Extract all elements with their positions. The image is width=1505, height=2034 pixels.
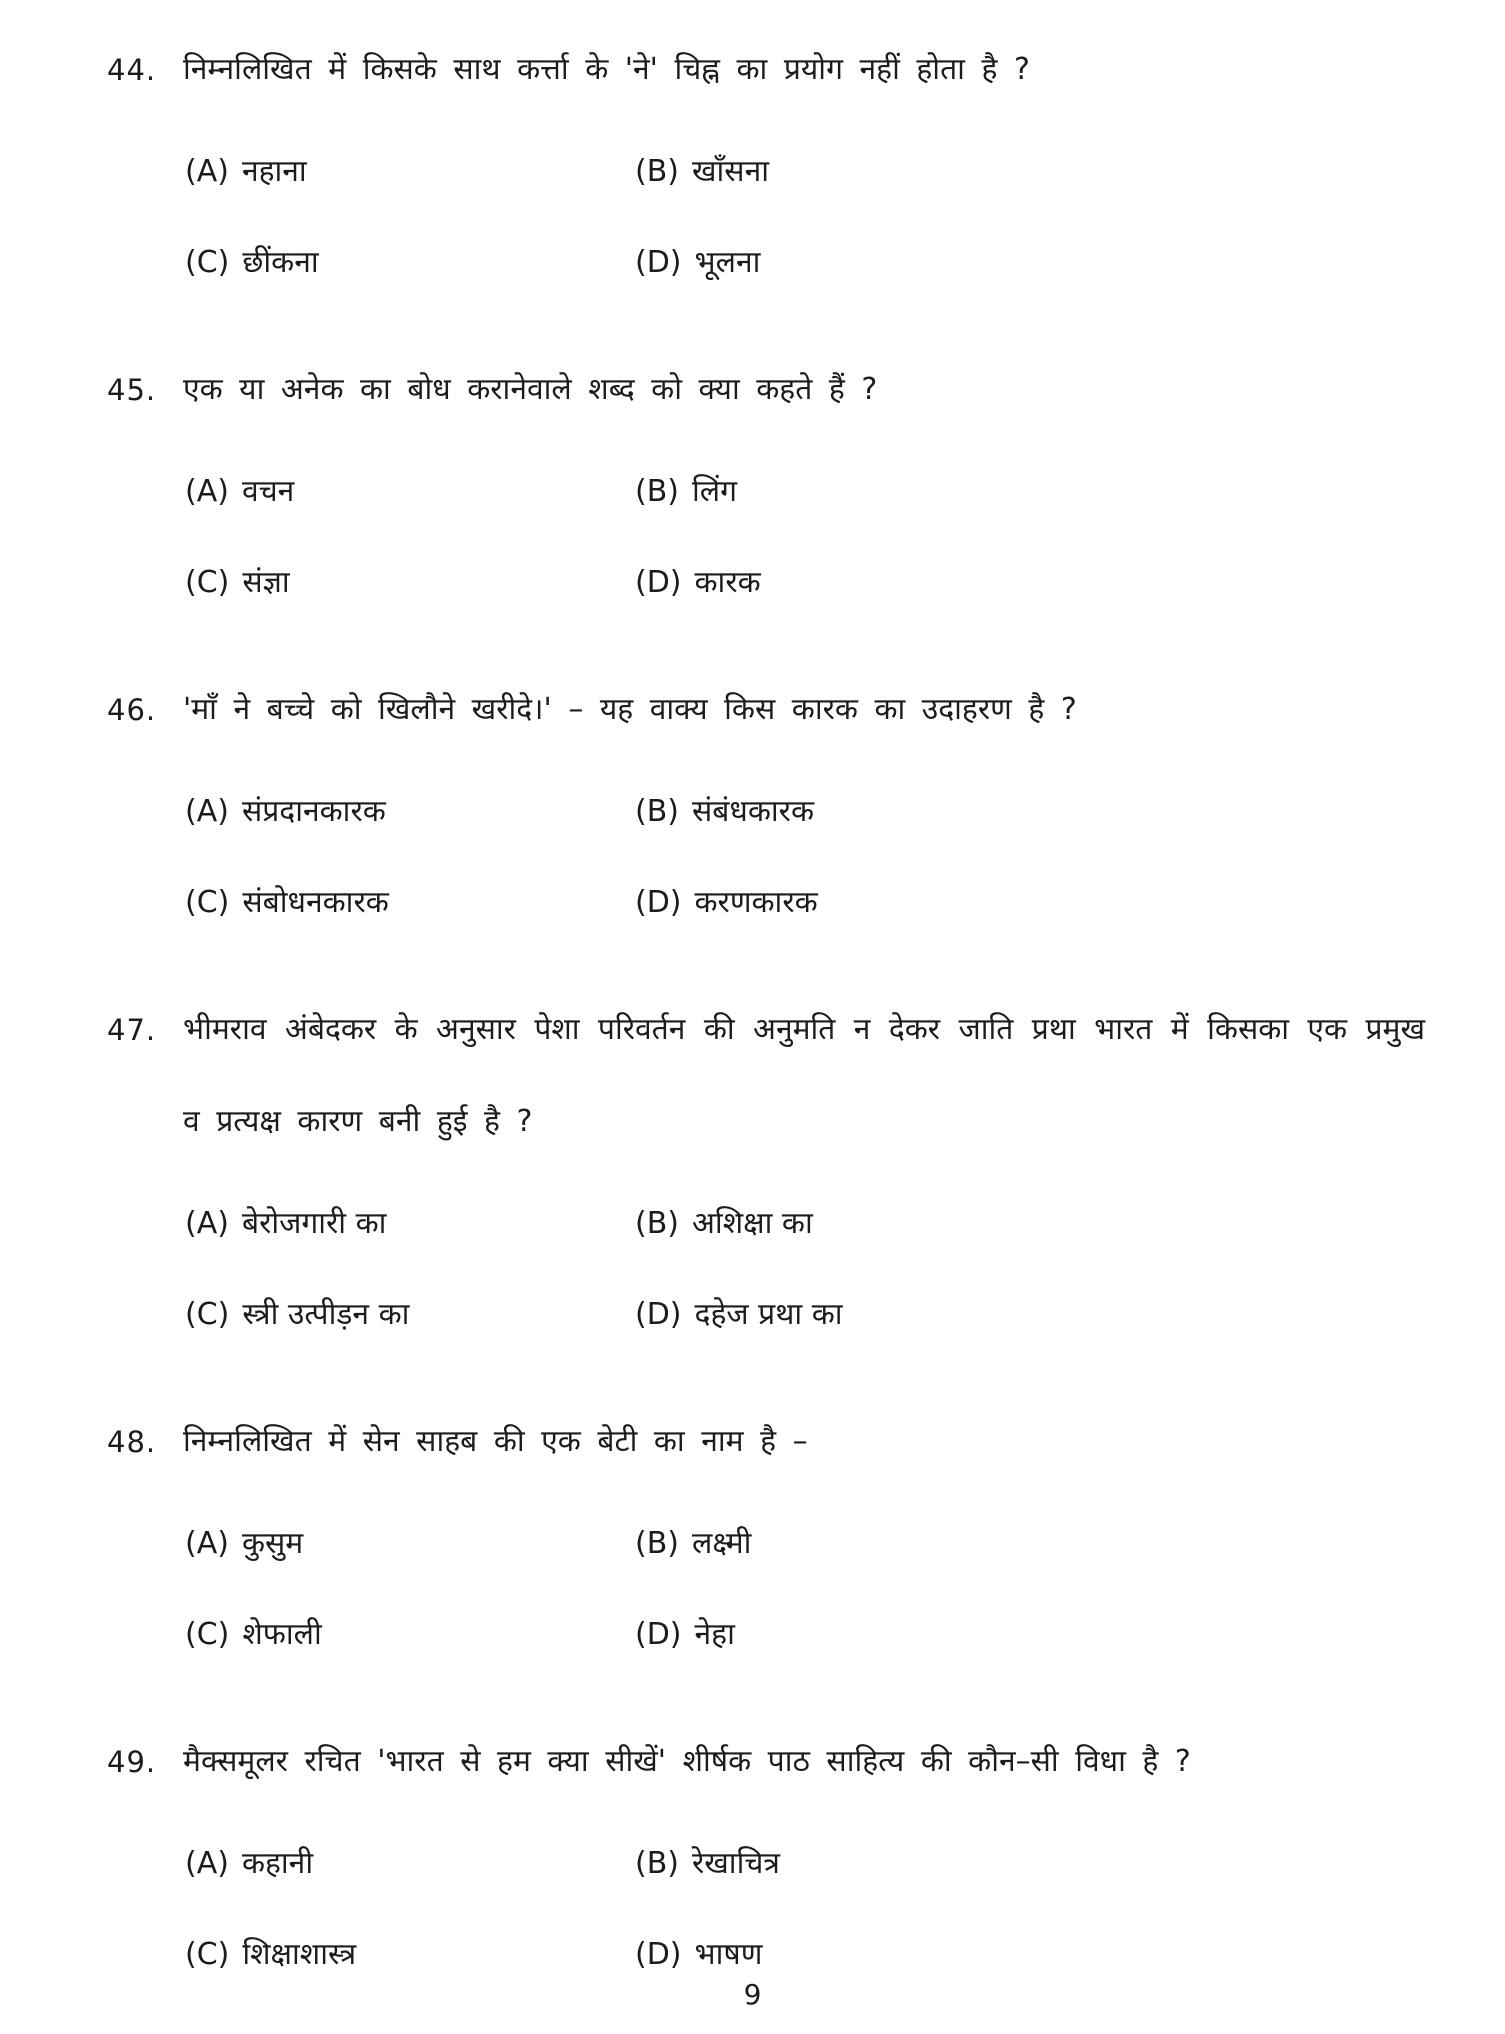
option-text: कुसुम <box>241 1526 304 1561</box>
question-number: 47. <box>107 1013 157 1047</box>
option-44-b <box>635 149 1425 190</box>
option-label: (A) <box>185 1526 229 1561</box>
option-text: भूलना <box>694 245 761 280</box>
page-number: 9 <box>743 1978 762 2011</box>
option-48-a <box>185 1521 635 1562</box>
option-text: लिंग <box>692 474 737 509</box>
option-text: वचन <box>241 474 295 509</box>
option-label: (D) <box>635 885 682 920</box>
question-text: एक या अनेक का बोध करानेवाले शब्द को क्या कहते हैं ? <box>183 372 878 407</box>
option-49-a <box>185 1841 635 1882</box>
question-number: 45. <box>107 373 157 407</box>
option-label: (D) <box>635 1617 682 1652</box>
option-label: (B) <box>635 1846 679 1881</box>
option-label: (A) <box>185 474 229 509</box>
option-46-d <box>635 880 1425 921</box>
option-49-b <box>635 1841 1425 1882</box>
question-text: मैक्समूलर रचित 'भारत से हम क्या सीखें' शीर्षक पाठ साहित्य की कौन–सी विधा है ? <box>183 1744 1191 1779</box>
option-48-d <box>635 1612 1425 1653</box>
option-text: कारक <box>694 565 761 600</box>
option-text: दहेज प्रथा का <box>694 1297 843 1332</box>
option-text: संबोधनकारक <box>242 885 389 920</box>
option-45-a <box>185 469 635 510</box>
option-48-b <box>635 1521 1425 1562</box>
options-group <box>185 444 1425 626</box>
option-label: (A) <box>185 154 229 189</box>
option-label: (D) <box>635 245 682 280</box>
question-48 <box>107 1396 1425 1678</box>
option-label: (C) <box>185 1297 230 1332</box>
question-text: 'माँ ने बच्चे को खिलौने खरीदे।' – यह वाक्य किस कारक का उदाहरण है ? <box>183 692 1077 727</box>
question-number: 44. <box>107 53 157 87</box>
question-46 <box>107 664 1425 946</box>
option-label: (C) <box>185 885 230 920</box>
question-47 <box>107 984 1425 1358</box>
question-49 <box>107 1716 1425 1998</box>
option-text: छींकना <box>242 245 319 280</box>
option-47-a <box>185 1201 635 1242</box>
option-48-c <box>185 1612 635 1653</box>
question-44 <box>107 24 1425 306</box>
options-group <box>185 124 1425 306</box>
option-44-c <box>185 240 635 281</box>
option-text: कहानी <box>241 1846 314 1881</box>
option-label: (A) <box>185 794 229 829</box>
option-46-c <box>185 880 635 921</box>
option-label: (B) <box>635 474 679 509</box>
option-text: भाषण <box>694 1937 763 1972</box>
option-text: करणकारक <box>694 885 818 920</box>
option-46-a <box>185 789 635 830</box>
option-text: बेरोजगारी का <box>241 1206 387 1241</box>
question-text: निम्नलिखित में किसके साथ कर्त्ता के 'ने' चिह्न का प्रयोग नहीं होता है ? <box>183 52 1030 87</box>
option-text: रेखाचित्र <box>692 1846 780 1881</box>
option-text: स्त्री उत्पीड़न का <box>242 1297 410 1332</box>
option-46-b <box>635 789 1425 830</box>
option-49-c <box>185 1932 635 1973</box>
option-45-b <box>635 469 1425 510</box>
option-label: (B) <box>635 1526 679 1561</box>
option-label: (D) <box>635 1937 682 1972</box>
option-text: लक्ष्मी <box>692 1526 752 1561</box>
option-text: संबंधकारक <box>692 794 814 829</box>
option-label: (A) <box>185 1206 229 1241</box>
option-text: संज्ञा <box>242 565 290 600</box>
option-label: (D) <box>635 565 682 600</box>
option-label: (C) <box>185 245 230 280</box>
option-text: अशिक्षा का <box>692 1206 813 1241</box>
question-number: 49. <box>107 1745 157 1779</box>
options-group <box>185 1496 1425 1678</box>
question-number: 48. <box>107 1425 157 1459</box>
option-44-d <box>635 240 1425 281</box>
question-number: 46. <box>107 693 157 727</box>
option-label: (B) <box>635 794 679 829</box>
option-47-b <box>635 1201 1425 1242</box>
option-text: खाँसना <box>692 154 770 189</box>
question-text: भीमराव अंबेदकर के अनुसार पेशा परिवर्तन की अनुमति न देकर जाति प्रथा भारत में किसका एक प्रमुख व प्रत्यक्ष कारण बनी हुई है ? <box>183 1012 1425 1139</box>
option-text: शेफाली <box>242 1617 322 1652</box>
option-label: (B) <box>635 154 679 189</box>
option-text: संप्रदानकारक <box>241 794 386 829</box>
option-label: (C) <box>185 1937 230 1972</box>
option-label: (D) <box>635 1297 682 1332</box>
option-label: (C) <box>185 565 230 600</box>
option-text: नेहा <box>694 1617 735 1652</box>
options-group <box>185 764 1425 946</box>
option-text: शिक्षाशास्त्र <box>242 1937 357 1972</box>
question-45 <box>107 344 1425 626</box>
question-text: निम्नलिखित में सेन साहब की एक बेटी का नाम है – <box>183 1424 808 1459</box>
options-group <box>185 1176 1425 1358</box>
option-45-d <box>635 560 1425 601</box>
option-label: (C) <box>185 1617 230 1652</box>
option-47-c <box>185 1292 635 1333</box>
option-44-a <box>185 149 635 190</box>
option-text: नहाना <box>241 154 307 189</box>
option-49-d <box>635 1932 1425 1973</box>
option-label: (B) <box>635 1206 679 1241</box>
option-45-c <box>185 560 635 601</box>
option-label: (A) <box>185 1846 229 1881</box>
options-group <box>185 1816 1425 1998</box>
option-47-d <box>635 1292 1425 1333</box>
